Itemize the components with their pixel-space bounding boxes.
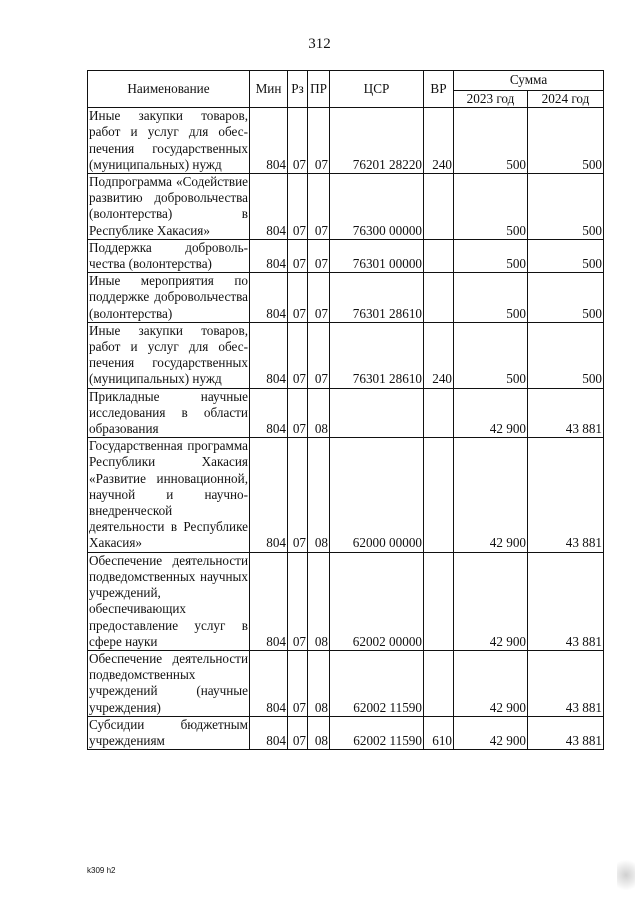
header-sum: Сумма [454,71,604,91]
cell-name: Иные закупки товаров, работ и услуг для обеспечения государственных (муниципальных) нужд [89,108,248,172]
cell-name: Обеспечение деятельности подведомственных научных учреждений, обеспечивающих предоставление услуг в сфере науки [89,552,248,649]
table-row [88,273,604,323]
cell-vr [424,552,454,650]
header-rz: Рз [288,71,308,108]
cell-amount-2024: 500 [528,322,604,388]
cell-pr: 07 [308,239,330,272]
cell-name: Субсидии бюджетным учреждениям [89,716,248,748]
cell-amount-2024: 500 [528,273,604,323]
cell-name: Государственная программа Республики Хакасия «Развитие инновационной, научной и научно-внедренческой деятельности в Республике Хакасия» [89,438,248,551]
cell-csr: 76301 28610 [330,273,424,323]
table-row [88,650,604,716]
cell-csr: 62002 00000 [330,552,424,650]
header-vr: ВР [424,71,454,108]
cell-name: Подпрограмма «Содействие развитию добровольчества (волонтерства) в Республике Хакасия» [89,174,248,238]
cell-rz: 07 [288,716,308,749]
cell-vr [424,239,454,272]
cell-rz: 07 [288,239,308,272]
cell-amount-2023: 42 900 [454,716,528,749]
cell-csr: 76301 00000 [330,239,424,272]
cell-min: 804 [250,716,288,749]
cell-vr [424,650,454,716]
table-row [88,174,604,240]
cell-min: 804 [250,174,288,240]
cell-pr: 08 [308,438,330,552]
cell-name: Обеспечение деятельности подведомственных учреждений (научные учреждения) [89,650,248,715]
cell-pr: 07 [308,322,330,388]
table-row [88,108,604,174]
cell-min: 804 [250,438,288,552]
table-row [88,239,604,272]
cell-pr: 08 [308,552,330,650]
cell-rz: 07 [288,438,308,552]
table-row [88,438,604,552]
cell-amount-2023: 42 900 [454,650,528,716]
table-body [88,108,604,750]
cell-amount-2024: 43 881 [528,388,604,438]
cell-csr: 76301 28610 [330,322,424,388]
cell-amount-2023: 42 900 [454,388,528,438]
cell-min: 804 [250,552,288,650]
cell-min: 804 [250,273,288,323]
cell-min: 804 [250,388,288,438]
cell-name: Поддержка добровольчества (волонтерства) [89,239,248,272]
cell-rz: 07 [288,552,308,650]
cell-amount-2024: 43 881 [528,438,604,552]
cell-min: 804 [250,650,288,716]
table-row [88,716,604,749]
cell-csr: 62002 11590 [330,650,424,716]
cell-csr: 76300 00000 [330,174,424,240]
cell-amount-2024: 43 881 [528,716,604,749]
header-pr: ПР [308,71,330,108]
cell-vr [424,388,454,438]
cell-vr: 240 [424,108,454,174]
table-header [88,71,604,108]
cell-csr: 62000 00000 [330,438,424,552]
cell-min: 804 [250,108,288,174]
cell-name: Иные мероприятия по поддержке добровольчества (волонтерства) [89,273,248,321]
cell-rz: 07 [288,322,308,388]
cell-rz: 07 [288,388,308,438]
cell-amount-2023: 42 900 [454,438,528,552]
cell-vr: 240 [424,322,454,388]
cell-amount-2023: 500 [454,239,528,272]
cell-amount-2023: 500 [454,174,528,240]
scan-artifact [617,855,635,895]
cell-pr: 07 [308,273,330,323]
cell-vr [424,174,454,240]
budget-table [87,70,604,750]
cell-pr: 08 [308,650,330,716]
cell-pr: 07 [308,174,330,240]
cell-csr [330,388,424,438]
cell-amount-2024: 43 881 [528,552,604,650]
cell-vr [424,273,454,323]
cell-rz: 07 [288,273,308,323]
header-year-2024: 2024 год [528,91,604,108]
cell-amount-2024: 500 [528,174,604,240]
cell-amount-2024: 500 [528,239,604,272]
footer-code: k309 h2 [87,866,116,875]
cell-csr: 76201 28220 [330,108,424,174]
header-csr: ЦСР [330,71,424,108]
cell-min: 804 [250,239,288,272]
header-name: Наименование [88,71,250,108]
cell-amount-2023: 500 [454,322,528,388]
cell-amount-2024: 500 [528,108,604,174]
cell-amount-2023: 500 [454,108,528,174]
table-row [88,552,604,650]
cell-pr: 08 [308,388,330,438]
table-row [88,388,604,438]
cell-name: Прикладные научные исследования в области образования [89,388,248,437]
cell-amount-2023: 500 [454,273,528,323]
table-row [88,322,604,388]
header-min: Мин [250,71,288,108]
cell-amount-2023: 42 900 [454,552,528,650]
cell-rz: 07 [288,650,308,716]
cell-amount-2024: 43 881 [528,650,604,716]
cell-pr: 07 [308,108,330,174]
cell-vr [424,438,454,552]
cell-csr: 62002 11590 [330,716,424,749]
cell-vr: 610 [424,716,454,749]
page-number: 312 [308,36,331,52]
header-year-2023: 2023 год [454,91,528,108]
cell-pr: 08 [308,716,330,749]
cell-min: 804 [250,322,288,388]
cell-rz: 07 [288,108,308,174]
cell-name: Иные закупки товаров, работ и услуг для обеспечения государственных (муниципальных) нужд [89,322,248,387]
cell-rz: 07 [288,174,308,240]
